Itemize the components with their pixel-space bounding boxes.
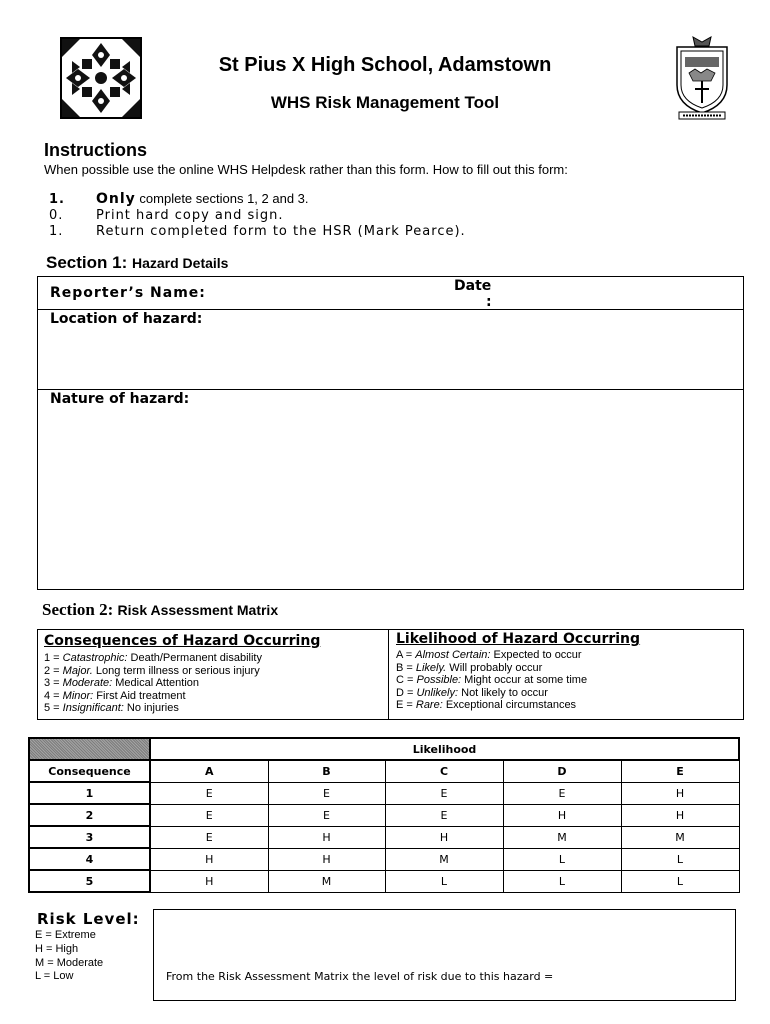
column-header: E	[621, 760, 739, 782]
section-2-heading	[42, 600, 278, 620]
list-item: C = Possible: Might occur at some time	[396, 674, 588, 687]
table-row	[29, 826, 739, 848]
matrix-cell: L	[621, 848, 739, 870]
column-header: A	[150, 760, 268, 782]
matrix-cell: H	[621, 782, 739, 804]
matrix-cell: H	[385, 826, 503, 848]
step-text: Print hard copy and sign.	[96, 208, 284, 223]
matrix-cell: L	[503, 848, 621, 870]
shaded-corner-cell	[29, 738, 150, 760]
list-item: 4 = Minor: First Aid treatment	[44, 689, 186, 702]
matrix-cell: M	[621, 826, 739, 848]
column-header: D	[503, 760, 621, 782]
risk-level-box	[153, 909, 736, 1001]
list-item: 2 = Major. Long term illness or serious injury	[44, 664, 260, 677]
consequence-likelihood-box	[37, 629, 744, 720]
matrix-cell: E	[503, 782, 621, 804]
row-header: 5	[29, 870, 150, 892]
likelihood-header: Likelihood	[150, 738, 739, 760]
row-header: 3	[29, 826, 150, 848]
step-text: Return completed form to the HSR (Mark Pearce).	[96, 224, 466, 239]
matrix-cell: H	[150, 870, 268, 892]
step-emphasis: Only	[96, 191, 136, 207]
matrix-cell: H	[268, 848, 385, 870]
instruction-step	[49, 208, 284, 223]
date-colon: :	[486, 294, 492, 310]
list-item: 1 = Catastrophic: Death/Permanent disability	[44, 652, 262, 664]
nature-label: Nature of hazard:	[50, 391, 190, 407]
table-row	[29, 738, 739, 760]
school-name: St Pius X High School, Adamstown	[218, 54, 552, 76]
matrix-cell: M	[503, 826, 621, 848]
step-text: complete sections 1, 2 and 3.	[135, 191, 309, 206]
matrix-cell: M	[385, 848, 503, 870]
matrix-cell: L	[503, 870, 621, 892]
step-number: 1.	[49, 224, 64, 239]
matrix-cell: H	[150, 848, 268, 870]
row-header: 2	[29, 804, 150, 826]
form-title: WHS Risk Management Tool	[270, 93, 500, 112]
location-label: Location of hazard:	[50, 311, 203, 327]
table-row	[29, 804, 739, 826]
section-2-number: Section 2:	[42, 600, 114, 619]
legend-item: L = Low	[35, 970, 74, 983]
risk-level-legend	[35, 929, 103, 984]
matrix-cell: L	[385, 870, 503, 892]
row-header: 4	[29, 848, 150, 870]
likelihood-title: Likelihood of Hazard Occurring	[396, 631, 641, 647]
column-header: C	[385, 760, 503, 782]
legend-item: E = Extreme	[35, 929, 96, 941]
section-1-heading	[46, 253, 228, 273]
list-item: 3 = Moderate: Medical Attention	[44, 677, 200, 690]
instruction-step	[49, 224, 466, 239]
consequences-title: Consequences of Hazard Occurring	[44, 633, 321, 649]
row-header: 1	[29, 782, 150, 804]
step-number: 0.	[49, 208, 64, 223]
column-header: B	[268, 760, 385, 782]
matrix-cell: E	[150, 804, 268, 826]
matrix-cell: E	[150, 782, 268, 804]
step-number: 1.	[49, 192, 65, 207]
list-item: A = Almost Certain: Expected to occur	[396, 649, 582, 661]
instructions-heading: Instructions	[44, 140, 148, 160]
divider	[38, 389, 743, 390]
divider	[388, 630, 389, 719]
risk-level-statement: From the Risk Assessment Matrix the level of risk due to this hazard =	[166, 970, 554, 983]
instructions-text: When possible use the online WHS Helpdesk rather than this form. How to fill out this form:	[44, 162, 568, 177]
matrix-cell: E	[268, 782, 385, 804]
list-item: 5 = Insignificant: No injuries	[44, 702, 179, 715]
table-row	[29, 782, 739, 804]
divider	[38, 309, 743, 310]
legend-item: H = High	[35, 942, 79, 955]
matrix-cell: E	[385, 804, 503, 826]
section-1-title: Hazard Details	[131, 255, 229, 271]
consequence-header: Consequence	[29, 760, 150, 782]
matrix-cell: L	[621, 870, 739, 892]
likelihood-list	[396, 649, 587, 712]
instruction-step	[49, 191, 309, 207]
risk-level-heading: Risk Level:	[37, 910, 140, 928]
matrix-cell: H	[503, 804, 621, 826]
matrix-cell: E	[385, 782, 503, 804]
list-item: E = Rare: Exceptional circumstances	[396, 699, 577, 712]
section-2-title: Risk Assessment Matrix	[117, 602, 279, 618]
matrix-cell: E	[268, 804, 385, 826]
table-row	[29, 848, 739, 870]
table-row	[29, 870, 739, 892]
matrix-cell: H	[268, 826, 385, 848]
legend-item: M = Moderate	[35, 956, 104, 969]
matrix-cell: E	[150, 826, 268, 848]
matrix-cell: M	[268, 870, 385, 892]
matrix-cell: H	[621, 804, 739, 826]
reporter-name-label: Reporter’s Name:	[50, 285, 206, 301]
section-1-number: Section 1:	[46, 253, 128, 272]
hazard-details-box	[37, 276, 744, 590]
consequences-list	[44, 652, 262, 715]
table-row	[29, 760, 739, 782]
list-item: D = Unlikely: Not likely to occur	[396, 686, 548, 699]
risk-matrix-table	[28, 737, 740, 893]
date-label: Date	[454, 278, 492, 294]
list-item: B = Likely. Will probably occur	[396, 661, 543, 674]
